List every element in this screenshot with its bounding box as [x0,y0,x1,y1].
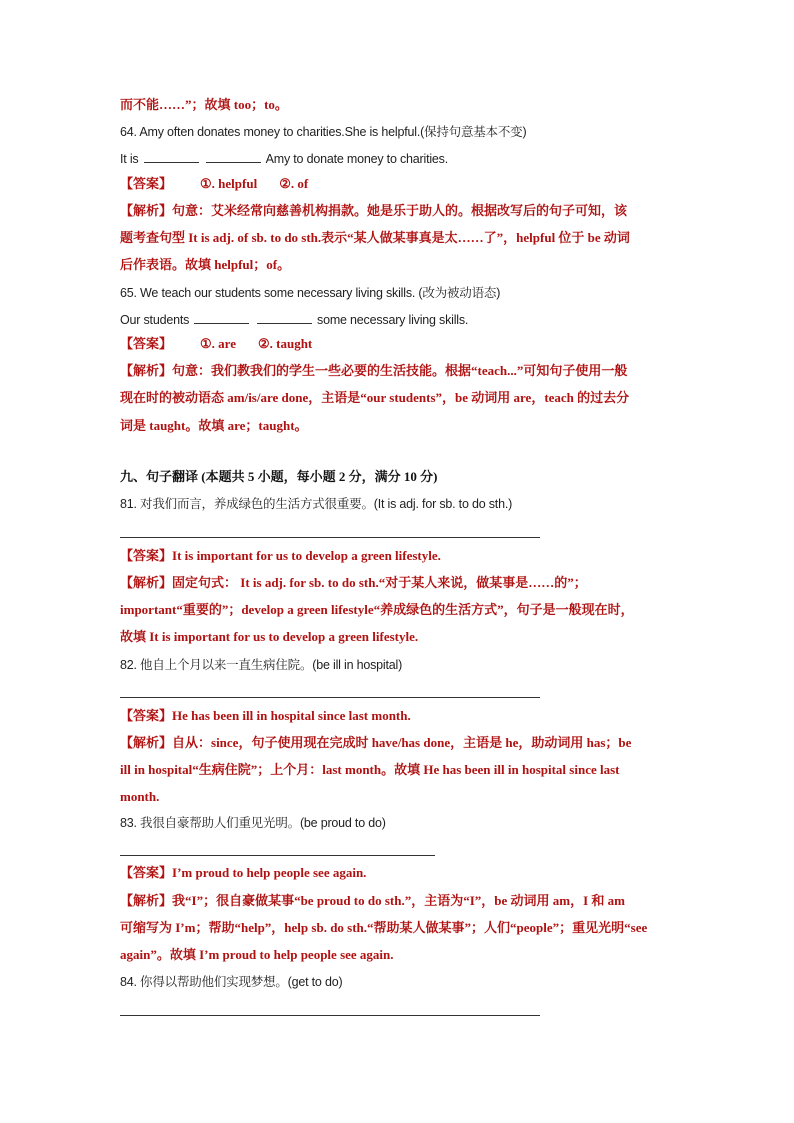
explanation-label: 【解析】 [120,893,173,908]
answer-81: 【答案】It is important for us to develop a green lifestyle. [120,548,441,563]
explanation-65-line-1: 【解析】句意：我们教我们的学生一些必要的生活技能。根据“teach...”可知句子使用一般 [120,363,628,378]
explanation-65-line-3: 词是 taught。故填 are；taught。 [120,418,308,433]
prev-explanation-tail: 而不能……”；故填 too；to。 [120,97,288,112]
answer-65-blank-1: ①. are [200,336,236,351]
explanation-81-line-3: 故填 It is important for us to develop a green lifestyle. [120,629,419,644]
explanation-64-line-1: 【解析】句意：艾米经常向慈善机构捐款。她是乐于助人的。根据改写后的句子可知，该 [120,203,628,218]
explanation-label: 【解析】 [120,363,173,378]
answer-label: 【答案】 [120,336,173,351]
answer-label: 【答案】 [120,708,173,723]
blank-2 [257,312,312,324]
explanation-83-line-2: 可缩写为 I’m；帮助“help”，help sb. do sth.“帮助某人做某事”；人们“people”；重见光明“see [120,920,648,935]
explanation-83-line-1: 【解析】我“I”；很自豪做某事“be proud to do sth.”，主语为“I”，be 动词用 am，I 和 am [120,893,626,908]
answer-label: 【答案】 [120,865,173,880]
stem-text-a: Our students [120,313,190,327]
explanation-65-line-2: 现在时的被动语态 am/is/are done，主语是“our students”，be 动词用 are，teach 的过去分 [120,390,630,405]
stem-text-b: Amy to donate money to charities. [265,152,448,166]
question-84: 84. 你得以帮助他们实现梦想。(get to do) [120,975,343,989]
explanation-82-line-1: 【解析】自从：since，句子使用现在完成时 have/has done，主语是 he，助动词用 has；be [120,735,632,750]
blank-1 [194,312,249,324]
question-81: 81. 对我们而言，养成绿色的生活方式很重要。(It is adj. for sb. to do sth.) [120,497,513,511]
answer-64-blank-1: ①. helpful [200,176,258,191]
answer-64-blank-2: ②. of [279,176,309,191]
answer-line-82 [120,697,540,698]
question-82: 82. 他自上个月以来一直生病住院。(be ill in hospital) [120,658,403,672]
answer-82: 【答案】He has been ill in hospital since last month. [120,708,411,723]
stem-text-a: It is [120,152,139,166]
section-9-heading: 九、句子翻译 (本题共 5 小题，每小题 2 分，满分 10 分) [120,469,438,484]
question-65-stem [120,312,468,328]
answer-label: 【答案】 [120,548,173,563]
answer-64 [120,176,308,192]
blank-1 [144,151,199,163]
stem-text-b: some necessary living skills. [317,313,469,327]
explanation-82-line-3: month. [120,789,160,804]
question-65: 65. We teach our students some necessary living skills. (改为被动语态) [120,286,501,300]
blank-2 [206,151,261,163]
answer-line-83 [120,855,435,856]
explanation-64-line-3: 后作表语。故填 helpful；of。 [120,257,291,272]
question-64: 64. Amy often donates money to charities.She is helpful.(保持句意基本不变) [120,125,527,139]
question-83: 83. 我很自豪帮助人们重见光明。(be proud to do) [120,816,386,830]
explanation-label: 【解析】 [120,735,173,750]
answer-83: 【答案】I’m proud to help people see again. [120,865,367,880]
answer-65-blank-2: ②. taught [257,336,313,351]
explanation-64-line-2: 题考查句型 It is adj. of sb. to do sth.表示“某人做某事真是太……了”，helpful 位于 be 动词 [120,230,630,245]
explanation-label: 【解析】 [120,575,173,590]
explanation-82-line-2: ill in hospital“生病住院”；上个月：last month。故填 He has been ill in hospital since last [120,762,620,777]
answer-65 [120,336,312,352]
explanation-81-line-2: important“重要的”；develop a green lifestyle“养成绿色的生活方式”，句子是一般现在时， [120,602,634,617]
explanation-83-line-3: again”。故填 I’m proud to help people see again. [120,947,394,962]
explanation-81-line-1: 【解析】固定句式： It is adj. for sb. to do sth.“对于某人来说，做某事是……的”； [120,575,587,590]
question-64-stem [120,151,448,167]
explanation-label: 【解析】 [120,203,173,218]
answer-line-81 [120,537,540,538]
answer-label: 【答案】 [120,176,173,191]
answer-line-84 [120,1015,540,1016]
